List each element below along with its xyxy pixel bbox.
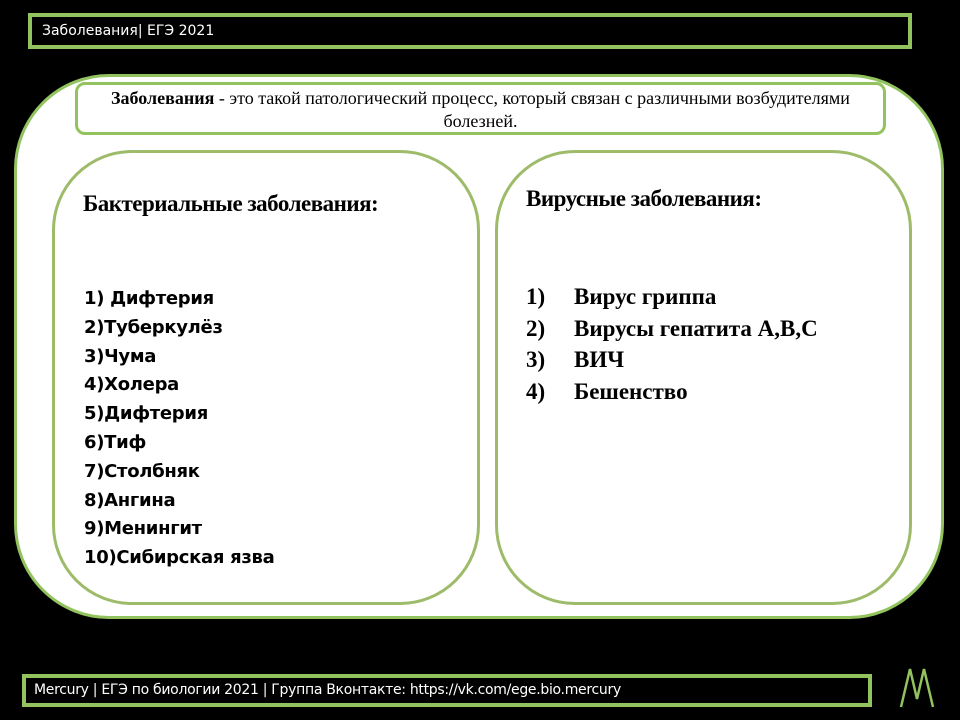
viral-list [526,281,818,407]
list-item [526,376,818,408]
definition-term: Заболевания [111,88,215,108]
list-label: Бешенство [574,378,688,404]
definition-text: - это такой патологический процесс, который связан с различными возбудителями болезней. [214,88,850,131]
list-item: 6)Тиф [84,431,147,453]
bacterial-list [84,285,274,573]
list-item: 2)Туберкулёз [84,316,223,338]
list-number: 1) [526,284,546,309]
bacterial-diseases-panel [52,150,480,605]
list-item: 9)Менингит [84,518,202,540]
mercury-m-logo-icon [898,667,936,709]
slide-header [28,13,912,49]
list-number: 3) [526,347,546,372]
list-label: Вирус гриппа [574,284,717,309]
list-number: 2) [526,315,546,341]
list-item: 8)Ангина [84,489,176,511]
list-item: 7)Столбняк [84,460,200,482]
list-item [526,281,818,313]
list-item: 3)Чума [84,345,157,367]
list-item [526,344,818,376]
list-item: 4)Холера [84,374,180,396]
list-label: Вирусы гепатита А,В,С [574,315,818,341]
list-item: 10)Сибирская язва [84,547,275,569]
footer-text: Mercury | ЕГЭ по биологии 2021 | Группа Вконтакте: https://vk.com/ege.bio.mercury [34,682,621,698]
viral-diseases-panel [495,150,912,605]
list-item: 5)Дифтерия [84,403,208,425]
list-number: 4) [526,378,546,404]
definition-box [75,82,886,135]
bacterial-title: Бактериальные заболевания: [83,191,379,216]
slide-title: Заболевания| ЕГЭ 2021 [42,23,215,39]
list-item: 1) Дифтерия [84,288,214,309]
viral-title: Вирусные заболевания: [526,186,762,211]
list-label: ВИЧ [574,347,625,372]
list-item [526,313,818,345]
slide-footer [22,674,872,707]
